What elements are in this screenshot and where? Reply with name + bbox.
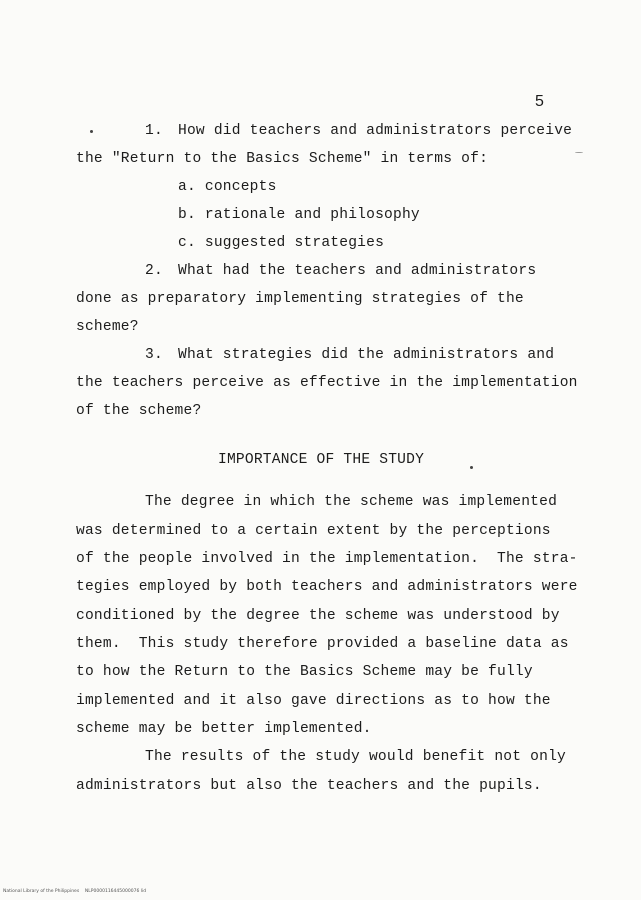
q2-line3: scheme? bbox=[76, 319, 139, 335]
p2-line1: The results of the study would benefit not only bbox=[145, 749, 567, 765]
p1-line1: The degree in which the scheme was implemented bbox=[145, 494, 558, 510]
p1-line8: implemented and it also gave directions as to how the bbox=[76, 693, 551, 709]
q1-line2: the "Return to the Basics Scheme" in terms of: bbox=[76, 151, 489, 167]
q3-number: 3. bbox=[145, 347, 163, 363]
q1-number: 1. bbox=[145, 123, 163, 139]
q3-line1: What strategies did the administrators and bbox=[178, 347, 555, 363]
q2-line2: done as preparatory implementing strategies of the bbox=[76, 291, 524, 307]
footer-library: National Library of the Philippines bbox=[3, 889, 80, 894]
p2-line2: administrators but also the teachers and the pupils. bbox=[76, 778, 542, 794]
p1-line7: to how the Return to the Basics Scheme may be fully bbox=[76, 664, 533, 680]
scan-footer bbox=[3, 889, 146, 894]
page-number: 5 bbox=[535, 93, 544, 110]
footer-code: NLP0000116445000076 lid bbox=[84, 889, 147, 894]
section-heading: IMPORTANCE OF THE STUDY bbox=[218, 452, 425, 468]
p1-line5: conditioned by the degree the scheme was understood by bbox=[76, 608, 560, 624]
scan-speck bbox=[575, 152, 583, 153]
p1-line9: scheme may be better implemented. bbox=[76, 721, 372, 737]
p1-line6: them. This study therefore provided a baseline data as bbox=[76, 636, 569, 652]
q3-line2: the teachers perceive as effective in the implementation bbox=[76, 375, 578, 391]
p1-line3: of the people involved in the implementation. The stra- bbox=[76, 551, 578, 567]
scan-speck bbox=[90, 130, 93, 133]
q1-line1: How did teachers and administrators perceive bbox=[178, 123, 573, 139]
q1-item-a: a. concepts bbox=[178, 179, 277, 195]
p1-line4: tegies employed by both teachers and administrators were bbox=[76, 579, 578, 595]
scan-speck bbox=[470, 466, 473, 469]
q1-item-c: c. suggested strategies bbox=[178, 235, 385, 251]
q1-item-b: b. rationale and philosophy bbox=[178, 207, 420, 223]
q2-number: 2. bbox=[145, 263, 163, 279]
q2-line1: What had the teachers and administrators bbox=[178, 263, 537, 279]
q3-line3: of the scheme? bbox=[76, 403, 202, 419]
p1-line2: was determined to a certain extent by the perceptions bbox=[76, 523, 551, 539]
